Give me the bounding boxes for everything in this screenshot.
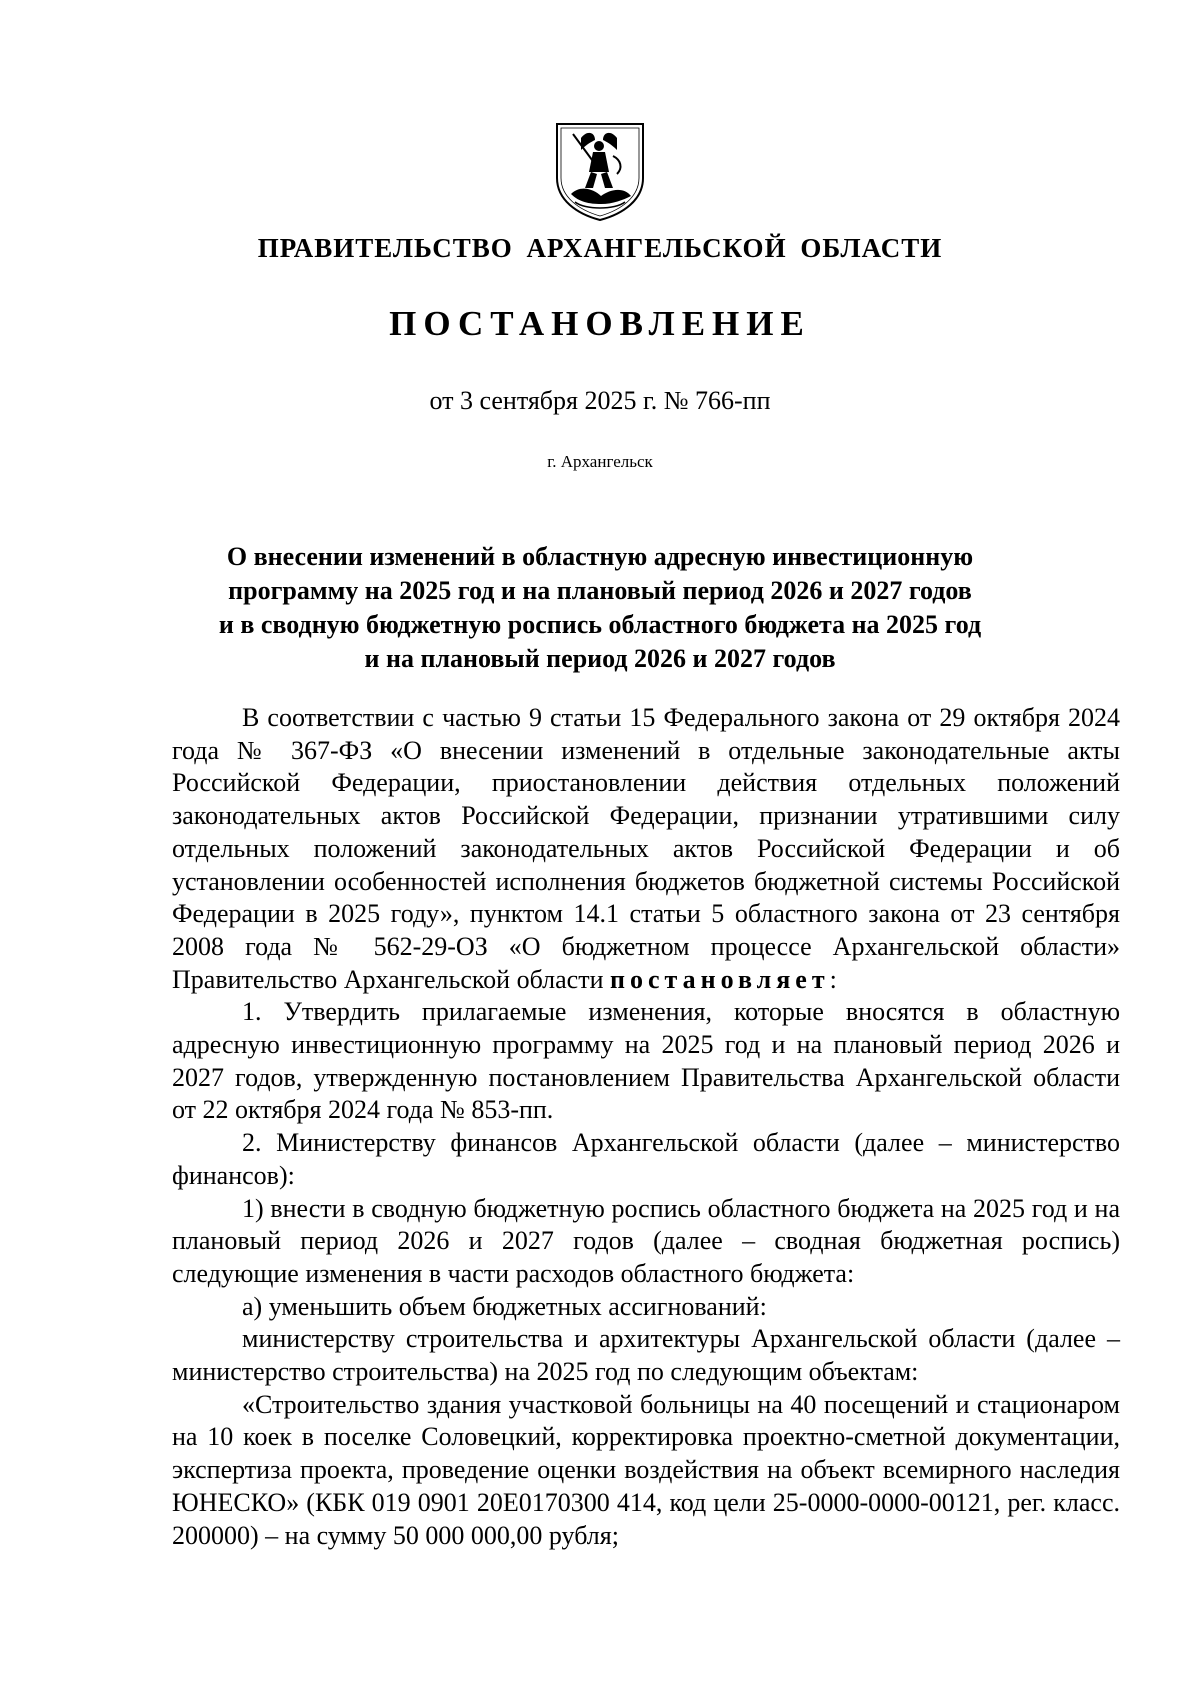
coat-of-arms-emblem [551, 120, 649, 222]
preamble-text: В соответствии с частью 9 статьи 15 Федерального закона от 29 октября 2024 года № 367-ФЗ «О внесении изменений в отдельные законодательные акты Российской Федерации, приостановлении действия отдельных положений законодательных актов Российской Федерации, признании утратившими силу отдельных положений законодательных актов Российской Федерации и об установлении особенностей исполнения бюджетов бюджетной системы Российской Федерации в 2025 году», пунктом 14.1 статьи 5 областного закона от 23 сентября 2008 года № 562-29-ОЗ «О бюджетном процессе Архангельской области» Правительство Архангельской области [172, 703, 1120, 994]
document-body [172, 702, 1120, 1552]
body-paragraph-preamble [172, 702, 1120, 996]
resolution-verb: постановляет [610, 964, 830, 994]
title-line: и в сводную бюджетную роспись областного бюджета на 2025 год [218, 610, 982, 639]
title-line: и на плановый период 2026 и 2027 годов [364, 644, 836, 673]
preamble-colon: : [829, 964, 837, 994]
document-date-number: от 3 сентября 2025 г. № 766-пп [429, 386, 771, 415]
body-paragraph: министерству строительства и архитектуры Архангельской области (далее – министерство строительства) на 2025 год по следующим объектам: [172, 1324, 1120, 1387]
body-paragraph: а) уменьшить объем бюджетных ассигнований: [242, 1291, 767, 1321]
title-line: О внесении изменений в областную адресную инвестиционную [226, 542, 974, 571]
body-paragraph: 1. Утвердить прилагаемые изменения, которые вносятся в областную адресную инвестиционную программу на 2025 год и на плановый период 2026 и 2027 годов, утвержденную постановлением Правительства Архангельской области от 22 октября 2024 года № 853-пп. [172, 997, 1120, 1125]
body-paragraph: 2. Министерству финансов Архангельской области (далее – министерство финансов): [172, 1128, 1120, 1190]
document-title [200, 540, 1000, 676]
organization-name: ПРАВИТЕЛЬСТВО АРХАНГЕЛЬСКОЙ ОБЛАСТИ [257, 233, 943, 263]
document-type: ПОСТАНОВЛЕНИЕ [389, 304, 811, 343]
coat-of-arms-icon [551, 120, 649, 222]
document-city: г. Архангельск [547, 452, 653, 471]
title-line: программу на 2025 год и на плановый период 2026 и 2027 годов [228, 576, 972, 605]
body-paragraph: «Строительство здания участковой больницы на 40 посещений и стационаром на 10 коек в поселке Соловецкий, корректировка проектно-сметной документации, экспертиза проекта, проведение оценки воздействия на объект всемирного наследия ЮНЕСКО» (КБК 019 0901 20Е0170300 414, код цели 25-0000-0000-00121, рег. класс. 200000) – на сумму 50 000 000,00 рубля; [172, 1389, 1120, 1550]
body-paragraph: 1) внести в сводную бюджетную роспись областного бюджета на 2025 год и на плановый период 2026 и 2027 годов (далее – сводная бюджетная роспись) следующие изменения в части расходов областного бюджета: [172, 1193, 1120, 1288]
